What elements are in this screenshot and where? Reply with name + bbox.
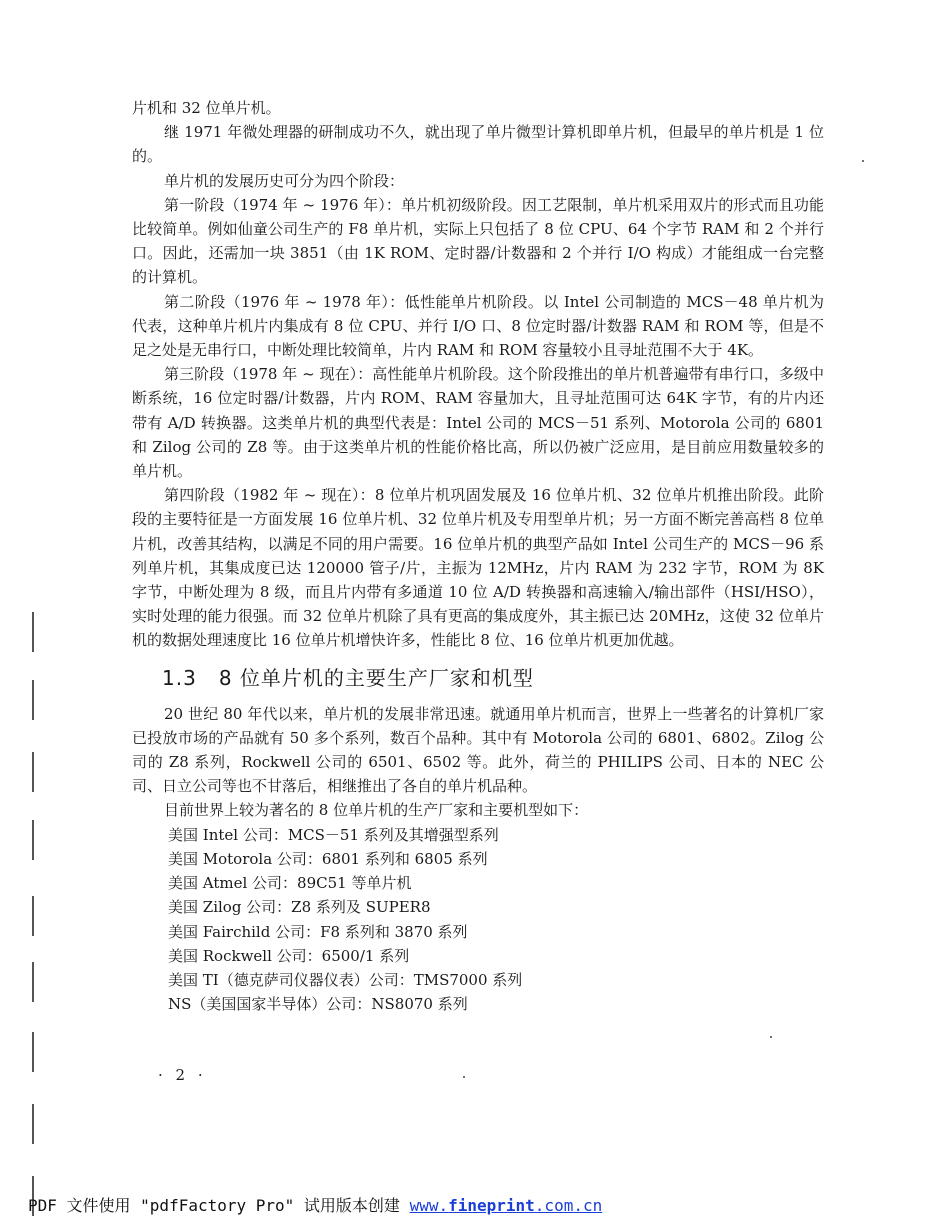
manufacturer-item: NS（美国国家半导体）公司：NS8070 系列 [168, 995, 468, 1014]
scan-speck [770, 1036, 772, 1038]
manufacturer-item: 美国 Fairchild 公司：F8 系列和 3870 系列 [168, 922, 468, 941]
scan-edge-mark [32, 962, 34, 1002]
document-page [132, 96, 824, 1016]
footer-link[interactable] [410, 1196, 603, 1215]
footer-link-www: www. [409, 1196, 449, 1215]
scan-edge-mark [32, 896, 34, 936]
scan-edge-mark [32, 752, 34, 792]
paragraph-section-intro: 20 世纪 80 年代以来，单片机的发展非常迅速。就通用单片机而言，世界上一些著名的计算机厂家已投放市场的产品就有 50 多个系列，数百个品种。其中有 Motorola 公司的 6801、6802。Zilog 公司的 Z8 系列，Rockwell 公司的 6501、6502 等。此外，荷兰的 PHILIPS 公司、日本的 NEC 公司、日立公司等也不甘落后，相继推出了各自的单片机品种。 [132, 704, 824, 796]
page-number: · 2 · [158, 1066, 207, 1084]
paragraph-history-intro: 继 1971 年微处理器的研制成功不久，就出现了单片微型计算机即单片机，但最早的单片机是 1 位的。 [132, 123, 824, 166]
manufacturer-item: 美国 Zilog 公司：Z8 系列及 SUPER8 [168, 898, 431, 917]
paragraph-stage-three: 第三阶段（1978 年 ~ 现在）：高性能单片机阶段。这个阶段推出的单片机普遍带有串行口，多级中断系统，16 位定时器/计数器，片内 ROM、RAM 容量加大，且寻址范围可达 64K 字节，有的片内还带有 A/D 转换器。这类单片机的典型代表是：Intel 公司的 MCS－51 系列、Motorola 公司的 6801 和 Zilog 公司的 Z8 等。由于这类单片机的性能价格比高，所以仍被广泛应用，是目前应用数量较多的单片机。 [132, 365, 824, 481]
manufacturer-item: 美国 TI（德克萨司仪器仪表）公司：TMS7000 系列 [168, 970, 523, 989]
manufacturer-item: 美国 Intel 公司：MCS－51 系列及其增强型系列 [168, 825, 499, 844]
section-heading [162, 663, 824, 693]
paragraph-stage-two: 第二阶段（1976 年 ~ 1978 年）：低性能单片机阶段。以 Intel 公司制造的 MCS－48 单片机为代表，这种单片机片内集成有 8 位 CPU、并行 I/O 口、8 位定时器/计数器 RAM 和 ROM 等，但是不足之处是无串行口，中断处理比较简单，片内 RAM 和 ROM 容量较小且寻址范围不大于 4K。 [132, 292, 824, 360]
scan-edge-mark [32, 1032, 34, 1072]
scan-edge-mark [32, 612, 34, 652]
section-title: 8 位单片机的主要生产厂家和机型 [218, 665, 534, 690]
scan-edge-mark [32, 1104, 34, 1144]
manufacturer-item: 美国 Rockwell 公司：6500/1 系列 [168, 946, 410, 965]
scan-edge-mark [32, 680, 34, 720]
paragraph-stage-four: 第四阶段（1982 年 ~ 现在）：8 位单片机巩固发展及 16 位单片机、32 位单片机推出阶段。此阶段的主要特征是一方面发展 16 位单片机、32 位单片机及专用型单片机；另一方面不断完善高档 8 位单片机，改善其结构，以满足不同的用户需要。16 位单片机的典型产品如 Intel 公司生产的 MCS－96 系列单片机，其集成度已达 120000 管子/片，主振为 12MHz，片内 RAM 为 232 字节，ROM 为 8K 字节，中断处理为 8 级，而且片内带有多通道 10 位 A/D 转换器和高速输入/输出部件（HSI/HSO），实时处理的能力很强。而 32 位单片机除了具有更高的集成度外，其主振已达 20MHz，这使 32 位单片机的数据处理速度比 16 位单片机增快许多，性能比 8 位、16 位单片机更加优越。 [132, 486, 824, 650]
paragraph-continuation: 片机和 32 位单片机。 [132, 99, 281, 117]
paragraph-stages-intro: 单片机的发展历史可分为四个阶段： [164, 171, 405, 190]
footer-link-domain: .com.cn [534, 1196, 603, 1215]
manufacturer-item: 美国 Motorola 公司：6801 系列和 6805 系列 [168, 849, 488, 868]
manufacturer-item: 美国 Atmel 公司：89C51 等单片机 [168, 874, 412, 893]
paragraph-stage-one: 第一阶段（1974 年 ~ 1976 年）：单片机初级阶段。因工艺限制，单片机采用双片的形式而且功能比较简单。例如仙童公司生产的 F8 单片机，实际上只包括了 8 位 CPU、64 个字节 RAM 和 2 个并行口。因此，还需加一块 3851（由 1K ROM、定时器/计数器和 2 个并行 I/O 构成）才能组成一台完整的计算机。 [132, 195, 824, 287]
pdf-footer [28, 1193, 602, 1216]
section-number: 1.3 [162, 665, 197, 690]
footer-text: PDF 文件使用 "pdfFactory Pro" 试用版本创建 [28, 1196, 410, 1215]
paragraph-list-intro: 目前世界上较为著名的 8 位单片机的生产厂家和主要机型如下： [164, 801, 589, 820]
scan-speck [862, 160, 864, 162]
scan-edge-mark [32, 820, 34, 860]
scan-speck [463, 1076, 465, 1078]
footer-link-brand: fineprint [448, 1196, 535, 1215]
